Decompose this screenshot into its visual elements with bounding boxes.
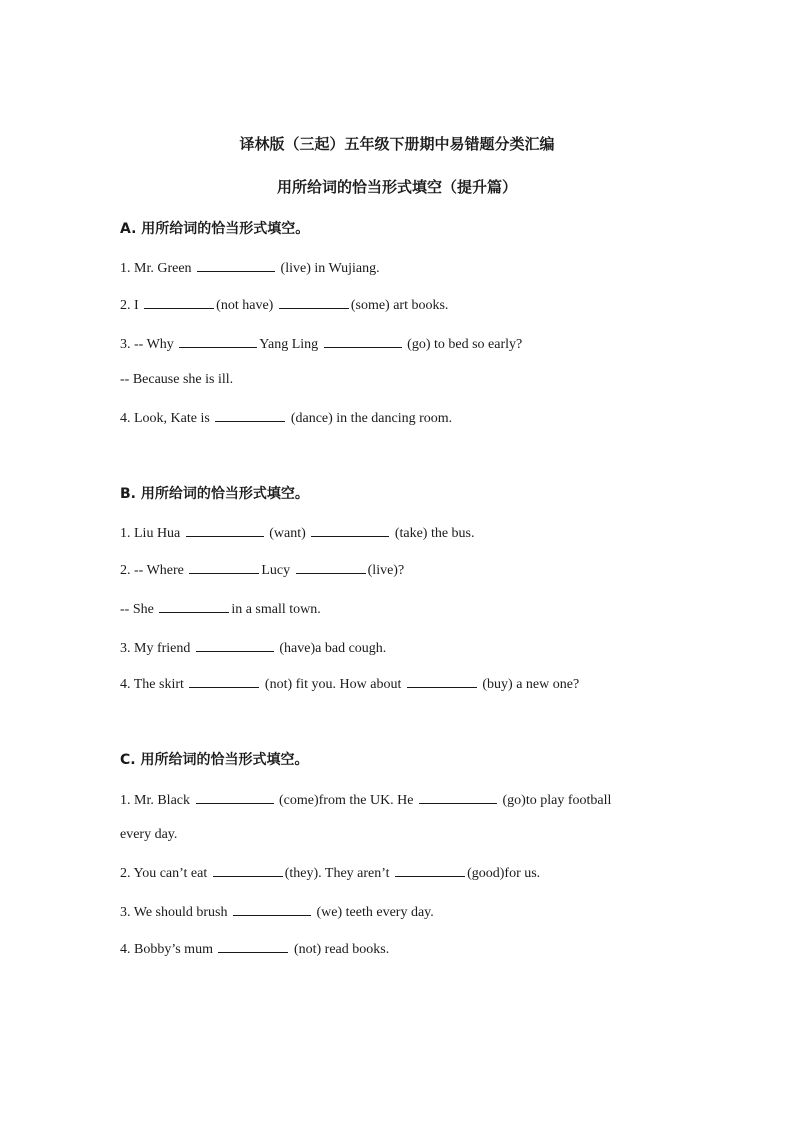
question-b3: 3. My friend (have)a bad cough.: [120, 641, 387, 656]
answer-blank[interactable]: [213, 864, 283, 877]
question-c2: 2. You can’t eat (they). They aren’t (good)for us.: [120, 866, 541, 881]
question-c1: 1. Mr. Black (come)from the UK. He (go)to play football: [120, 793, 612, 808]
answer-blank[interactable]: [189, 561, 259, 574]
answer-a3: -- Because she is ill.: [120, 372, 234, 387]
answer-blank[interactable]: [189, 675, 259, 688]
answer-blank[interactable]: [197, 259, 275, 272]
section-b-heading: B. 用所给词的恰当形式填空。: [120, 486, 309, 502]
answer-blank[interactable]: [196, 639, 274, 652]
page-title: 译林版（三起）五年级下册期中易错题分类汇编: [239, 135, 555, 153]
answer-blank[interactable]: [179, 335, 257, 348]
question-a4: 4. Look, Kate is (dance) in the dancing room.: [120, 411, 453, 426]
question-b1: 1. Liu Hua (want) (take) the bus.: [120, 526, 475, 541]
answer-blank[interactable]: [407, 675, 477, 688]
question-a1: 1. Mr. Green (live) in Wujiang.: [120, 261, 380, 276]
answer-blank[interactable]: [296, 561, 366, 574]
answer-blank[interactable]: [279, 296, 349, 309]
answer-blank[interactable]: [395, 864, 465, 877]
question-c4: 4. Bobby’s mum (not) read books.: [120, 942, 390, 957]
answer-blank[interactable]: [196, 791, 274, 804]
answer-blank[interactable]: [324, 335, 402, 348]
answer-blank[interactable]: [218, 940, 288, 953]
question-a3: 3. -- Why Yang Ling (go) to bed so early?: [120, 337, 523, 352]
answer-blank[interactable]: [144, 296, 214, 309]
page-subtitle: 用所给词的恰当形式填空（提升篇）: [276, 178, 517, 196]
answer-blank[interactable]: [215, 409, 285, 422]
section-c-heading: C. 用所给词的恰当形式填空。: [120, 752, 309, 768]
section-a-heading: A. 用所给词的恰当形式填空。: [120, 221, 310, 237]
question-b4: 4. The skirt (not) fit you. How about (buy) a new one?: [120, 677, 580, 692]
question-a2: 2. I (not have) (some) art books.: [120, 298, 449, 313]
answer-blank[interactable]: [233, 903, 311, 916]
answer-b2: -- She in a small town.: [120, 602, 321, 617]
question-c1-continued: every day.: [120, 827, 178, 842]
answer-blank[interactable]: [419, 791, 497, 804]
question-b2: 2. -- Where Lucy (live)?: [120, 563, 405, 578]
answer-blank[interactable]: [311, 524, 389, 537]
answer-blank[interactable]: [159, 600, 229, 613]
question-c3: 3. We should brush (we) teeth every day.: [120, 905, 434, 920]
answer-blank[interactable]: [186, 524, 264, 537]
